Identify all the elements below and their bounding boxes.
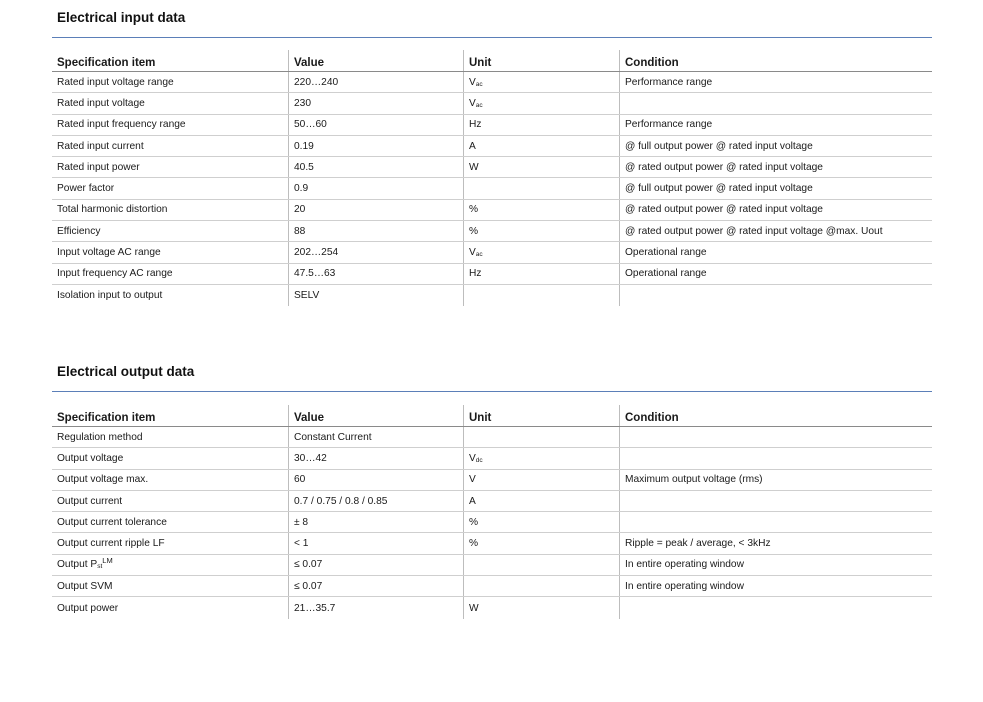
value-cell: 0.19 bbox=[288, 136, 463, 156]
spec-item-cell bbox=[52, 115, 288, 135]
spec-item-cell bbox=[52, 512, 288, 532]
header-value: Value bbox=[288, 405, 463, 426]
value-cell: 20 bbox=[288, 200, 463, 220]
table-row bbox=[52, 221, 932, 242]
unit-text: V bbox=[469, 247, 476, 259]
value-cell: ≤ 0.07 bbox=[288, 576, 463, 596]
value-cell: 0.9 bbox=[288, 178, 463, 198]
header-value: Value bbox=[288, 50, 463, 71]
spec-item-text: Output voltage bbox=[57, 452, 124, 464]
table-row bbox=[52, 242, 932, 263]
output-table-header bbox=[52, 405, 932, 427]
unit-text: A bbox=[469, 140, 476, 152]
spec-item-text: Output current bbox=[57, 495, 123, 507]
unit-cell bbox=[463, 576, 619, 596]
condition-cell bbox=[619, 597, 932, 618]
spec-item-cell bbox=[52, 597, 288, 618]
header-condition: Condition bbox=[619, 405, 932, 426]
spec-item-subscript: st bbox=[97, 563, 103, 571]
spec-item-superscript: LM bbox=[102, 556, 113, 566]
unit-text: W bbox=[469, 161, 479, 173]
spec-item-text: Output P bbox=[57, 559, 98, 571]
unit-text: W bbox=[469, 602, 479, 614]
input-table-header bbox=[52, 50, 932, 72]
unit-text: V bbox=[469, 97, 476, 109]
spec-item-cell bbox=[52, 242, 288, 262]
spec-item-cell bbox=[52, 576, 288, 596]
input-title-rule bbox=[52, 37, 932, 38]
table-row bbox=[52, 597, 932, 618]
value-cell: 60 bbox=[288, 470, 463, 490]
header-spec-item: Specification item bbox=[57, 56, 156, 69]
header-unit: Unit bbox=[463, 50, 619, 71]
table-row bbox=[52, 136, 932, 157]
condition-cell bbox=[619, 512, 932, 532]
condition-cell: @ full output power @ rated input voltage bbox=[619, 178, 932, 198]
unit-text: V bbox=[469, 474, 476, 486]
value-cell: 202…254 bbox=[288, 242, 463, 262]
header-spec-item: Specification item bbox=[57, 411, 156, 424]
value-cell: 40.5 bbox=[288, 157, 463, 177]
value-cell: 50…60 bbox=[288, 115, 463, 135]
unit-cell bbox=[463, 427, 619, 447]
condition-cell: @ rated output power @ rated input voltage @max. Uout bbox=[619, 221, 932, 241]
spec-item-text: Output current tolerance bbox=[57, 516, 167, 528]
spec-item-text: Isolation input to output bbox=[57, 290, 163, 302]
spec-item-text: Rated input frequency range bbox=[57, 119, 186, 131]
unit-cell bbox=[463, 242, 619, 262]
condition-cell: Operational range bbox=[619, 264, 932, 284]
spec-item-cell bbox=[52, 157, 288, 177]
unit-subscript: ac bbox=[475, 101, 483, 109]
output-table bbox=[52, 405, 932, 619]
unit-cell bbox=[463, 491, 619, 511]
header-unit: Unit bbox=[463, 405, 619, 426]
unit-cell bbox=[463, 533, 619, 553]
table-row bbox=[52, 427, 932, 448]
table-row bbox=[52, 533, 932, 554]
spec-item-text: Output current ripple LF bbox=[57, 538, 165, 550]
condition-cell bbox=[619, 491, 932, 511]
spec-item-text: Rated input voltage bbox=[57, 97, 145, 109]
table-row bbox=[52, 93, 932, 114]
spec-item-cell bbox=[52, 555, 288, 575]
unit-cell bbox=[463, 115, 619, 135]
value-cell: < 1 bbox=[288, 533, 463, 553]
spec-item-cell bbox=[52, 178, 288, 198]
unit-cell bbox=[463, 512, 619, 532]
table-row bbox=[52, 264, 932, 285]
spec-item-text: Total harmonic distortion bbox=[57, 204, 168, 216]
condition-cell bbox=[619, 93, 932, 113]
table-row bbox=[52, 72, 932, 93]
spec-item-text: Efficiency bbox=[57, 225, 101, 237]
value-cell: SELV bbox=[288, 285, 463, 306]
spec-item-cell bbox=[52, 533, 288, 553]
unit-cell bbox=[463, 448, 619, 468]
unit-text: V bbox=[469, 452, 476, 464]
condition-cell: Operational range bbox=[619, 242, 932, 262]
unit-text: Hz bbox=[469, 119, 482, 131]
unit-text: % bbox=[469, 204, 479, 216]
spec-item-cell bbox=[52, 285, 288, 306]
input-table bbox=[52, 50, 932, 306]
table-row bbox=[52, 448, 932, 469]
condition-cell: @ rated output power @ rated input voltage bbox=[619, 200, 932, 220]
header-condition: Condition bbox=[619, 50, 932, 71]
unit-cell bbox=[463, 264, 619, 284]
value-cell: Constant Current bbox=[288, 427, 463, 447]
unit-cell bbox=[463, 93, 619, 113]
spec-item-text: Input frequency AC range bbox=[57, 268, 173, 280]
table-row bbox=[52, 157, 932, 178]
unit-subscript: ac bbox=[475, 80, 483, 88]
spec-item-cell bbox=[52, 136, 288, 156]
condition-cell bbox=[619, 448, 932, 468]
unit-cell bbox=[463, 470, 619, 490]
spec-item-cell bbox=[52, 470, 288, 490]
spec-item-text: Rated input voltage range bbox=[57, 76, 174, 88]
table-row bbox=[52, 576, 932, 597]
unit-cell bbox=[463, 555, 619, 575]
table-row bbox=[52, 470, 932, 491]
spec-item-text: Rated input power bbox=[57, 161, 140, 173]
unit-subscript: ac bbox=[475, 251, 483, 259]
unit-text: A bbox=[469, 495, 476, 507]
unit-cell bbox=[463, 285, 619, 306]
unit-cell bbox=[463, 157, 619, 177]
spec-item-text: Input voltage AC range bbox=[57, 247, 161, 259]
condition-cell: Performance range bbox=[619, 115, 932, 135]
value-cell: 47.5…63 bbox=[288, 264, 463, 284]
spec-item-text: Output SVM bbox=[57, 580, 113, 592]
spec-item-cell bbox=[52, 448, 288, 468]
condition-cell: Performance range bbox=[619, 72, 932, 92]
table-row bbox=[52, 285, 932, 306]
unit-cell bbox=[463, 178, 619, 198]
condition-cell: Ripple = peak / average, < 3kHz bbox=[619, 533, 932, 553]
spec-item-text: Power factor bbox=[57, 183, 115, 195]
unit-text: % bbox=[469, 225, 479, 237]
value-cell: ≤ 0.07 bbox=[288, 555, 463, 575]
table-row bbox=[52, 491, 932, 512]
value-cell: 21…35.7 bbox=[288, 597, 463, 618]
spec-item-cell bbox=[52, 491, 288, 511]
table-row bbox=[52, 555, 932, 576]
condition-cell: In entire operating window bbox=[619, 576, 932, 596]
value-cell: 30…42 bbox=[288, 448, 463, 468]
value-cell: 230 bbox=[288, 93, 463, 113]
spec-item-cell bbox=[52, 200, 288, 220]
unit-text: % bbox=[469, 516, 479, 528]
condition-cell: @ full output power @ rated input voltage bbox=[619, 136, 932, 156]
condition-cell: @ rated output power @ rated input voltage bbox=[619, 157, 932, 177]
unit-cell bbox=[463, 200, 619, 220]
unit-cell bbox=[463, 136, 619, 156]
table-row bbox=[52, 512, 932, 533]
spec-item-text: Regulation method bbox=[57, 431, 143, 443]
unit-text: Hz bbox=[469, 268, 482, 280]
condition-cell: In entire operating window bbox=[619, 555, 932, 575]
output-title-rule bbox=[52, 391, 932, 392]
spec-item-cell bbox=[52, 221, 288, 241]
spec-item-text: Output voltage max. bbox=[57, 474, 149, 486]
condition-cell bbox=[619, 285, 932, 306]
unit-cell bbox=[463, 221, 619, 241]
input-section-title: Electrical input data bbox=[57, 10, 186, 25]
output-section-title: Electrical output data bbox=[57, 364, 195, 379]
unit-subscript: dc bbox=[475, 456, 483, 464]
value-cell: ± 8 bbox=[288, 512, 463, 532]
unit-cell bbox=[463, 72, 619, 92]
value-cell: 0.7 / 0.75 / 0.8 / 0.85 bbox=[288, 491, 463, 511]
spec-item-cell bbox=[52, 264, 288, 284]
unit-text: V bbox=[469, 76, 476, 88]
unit-cell bbox=[463, 597, 619, 618]
table-row bbox=[52, 178, 932, 199]
spec-item-cell bbox=[52, 72, 288, 92]
table-row bbox=[52, 115, 932, 136]
condition-cell bbox=[619, 427, 932, 447]
unit-text: % bbox=[469, 538, 479, 550]
value-cell: 88 bbox=[288, 221, 463, 241]
value-cell: 220…240 bbox=[288, 72, 463, 92]
table-row bbox=[52, 200, 932, 221]
spec-item-cell bbox=[52, 93, 288, 113]
spec-item-cell bbox=[52, 427, 288, 447]
spec-item-text: Output power bbox=[57, 602, 119, 614]
spec-item-text: Rated input current bbox=[57, 140, 144, 152]
condition-cell: Maximum output voltage (rms) bbox=[619, 470, 932, 490]
